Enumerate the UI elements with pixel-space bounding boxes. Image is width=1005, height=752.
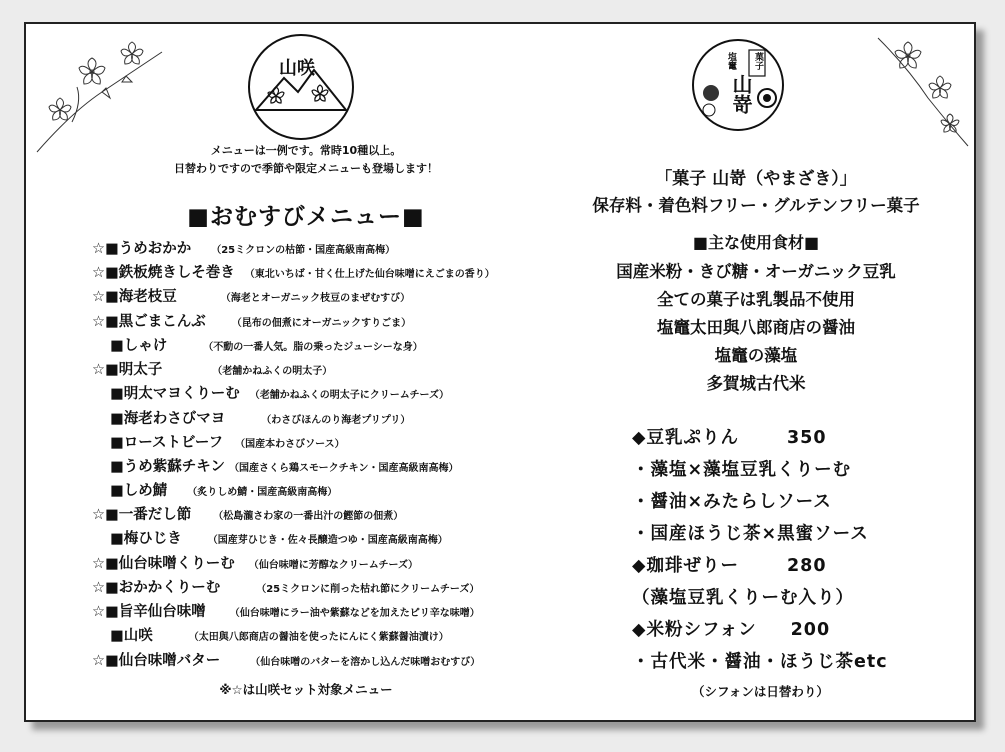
menu-item-name: ☆■仙台味噌バター <box>92 653 221 669</box>
menu-item <box>92 238 395 260</box>
chiffon-note: （シフォンは日替わり） <box>692 684 829 699</box>
notice-line-1: メニューは一例です。常時10種以上。 <box>210 144 402 157</box>
product-price: 200 <box>790 620 831 640</box>
menu-item <box>92 262 495 284</box>
ingredients-title: ■主な使用食材■ <box>692 233 820 252</box>
menu-item-desc: （東北いちば・甘く仕上げた仙台味噌にえごまの香り） <box>244 269 495 280</box>
menu-item-desc: （海老とオーガニック枝豆のまぜむすび） <box>220 293 411 304</box>
product-line: ◆珈琲ぜりー 280 <box>632 556 827 576</box>
menu-item <box>110 480 337 502</box>
menu-item <box>92 577 479 599</box>
onigiri-menu-title: ■おむすびメニュー■ <box>187 204 425 230</box>
menu-item <box>92 650 480 672</box>
ingredient-line: 国産米粉・きび糖・オーガニック豆乳 <box>616 262 896 281</box>
menu-item-name: ☆■うめおかか <box>92 241 192 257</box>
yamazaki-logo-main-text: 山嵜 <box>729 74 753 114</box>
product-line: （藻塩豆乳くりーむ入り） <box>632 588 854 608</box>
product-line: ◆米粉シフォン 200 <box>632 620 831 640</box>
menu-item-desc: （仙台味噌のバターを溶かし込んだ味噌おむすび） <box>250 657 481 668</box>
product-price: 350 <box>786 428 827 448</box>
menu-item <box>110 625 449 647</box>
ingredient-line: 全ての菓子は乳製品不使用 <box>657 290 855 309</box>
menu-item-name: ☆■海老枝豆 <box>92 289 177 305</box>
menu-item-desc: （昆布の佃煮にオーガニックすりごま） <box>231 318 412 329</box>
menu-item <box>110 383 449 405</box>
menu-item <box>92 311 411 333</box>
menu-item-desc: （老舗かねふくの明太子） <box>212 366 333 377</box>
menu-item-desc: （仙台味噌に芳醇なクリームチーズ） <box>248 560 419 571</box>
menu-item <box>92 359 332 381</box>
sansaki-logo-text: 山咲 <box>279 58 315 79</box>
ingredient-line: 多賀城古代米 <box>706 374 806 393</box>
menu-item-desc: （老舗かねふくの明太子にクリームチーズ） <box>249 390 450 401</box>
menu-item-name: ■山咲 <box>110 628 153 644</box>
menu-item <box>110 432 345 454</box>
yamazaki-logo-box-text: 菓子 <box>753 52 763 70</box>
menu-item-name: ■明太マヨくりーむ <box>110 386 240 402</box>
product-line: ・藻塩×藻塩豆乳くりーむ <box>632 460 852 480</box>
product-line: ・国産ほうじ茶×黒蜜ソース <box>632 524 869 544</box>
menu-item <box>110 456 459 478</box>
menu-item-name: ■しゃけ <box>110 338 168 354</box>
menu-item-name: ■梅ひじき <box>110 531 182 547</box>
menu-item-desc: （太田與八郎商店の醤油を使ったにんにく紫蘇醤油漬け） <box>188 632 449 643</box>
notice-line-2: 日替わりですので季節や限定メニューも登場します！ <box>174 162 438 175</box>
menu-item-desc: （国産さくら鶏スモークチキン・国産高級南高梅） <box>229 463 459 474</box>
menu-item-name: ■しめ鯖 <box>110 483 168 499</box>
menu-item-desc: （仙台味噌にラー油や紫蘇などを加えたピリ辛な味噌） <box>229 608 480 619</box>
yamazaki-logo-small-text: 塩竃 <box>726 52 736 70</box>
menu-card <box>24 22 976 722</box>
menu-item-name: ☆■鉄板焼きしそ巻き <box>92 265 235 281</box>
sansaki-logo <box>246 32 356 142</box>
menu-item <box>110 335 423 357</box>
menu-item-desc: （25ミクロンの枯節・国産高級南高梅） <box>211 245 396 256</box>
sweets-shop-subheading: 保存料・着色料フリー・グルテンフリー菓子 <box>592 196 920 215</box>
set-menu-note: ※☆は山咲セット対象メニュー <box>219 682 393 697</box>
menu-item <box>92 286 410 308</box>
menu-item <box>92 553 418 575</box>
menu-item-desc: （わさびほんのり海老プリプリ） <box>261 415 411 426</box>
menu-item-name: ☆■仙台味噌くりーむ <box>92 556 235 572</box>
cherry-blossom-illustration-right <box>868 28 972 148</box>
menu-item <box>92 601 480 623</box>
menu-item-desc: （不動の一番人気。脂の乗ったジューシーな身） <box>203 342 423 353</box>
menu-item-desc: （国産本わさびソース） <box>235 439 345 450</box>
menu-item-name: ☆■黒ごまこんぶ <box>92 314 206 330</box>
menu-item <box>110 528 448 550</box>
ingredient-line: 塩竈太田與八郎商店の醤油 <box>657 318 855 337</box>
menu-item <box>92 504 403 526</box>
menu-item-desc: （炙りしめ鯖・国産高級南高梅） <box>187 487 338 498</box>
ingredient-line: 塩竈の藻塩 <box>714 346 798 365</box>
menu-item-name: ☆■明太子 <box>92 362 163 378</box>
menu-item-name: ■ローストビーフ <box>110 435 224 451</box>
yamazaki-logo <box>691 38 785 132</box>
menu-item-name: ☆■おかかくりーむ <box>92 580 221 596</box>
product-line: ・醤油×みたらしソース <box>632 492 832 512</box>
menu-item-name: ☆■一番だし節 <box>92 507 192 523</box>
product-line: ・古代米・醤油・ほうじ茶etc <box>632 652 888 672</box>
menu-item <box>110 408 410 430</box>
menu-item-name: ■うめ紫蘇チキン <box>110 459 226 475</box>
menu-item-desc: （国産芽ひじき・佐々長醸造つゆ・国産高級南高梅） <box>207 535 448 546</box>
menu-item-desc: （松島瀧さわ家の一番出汁の鰹節の佃煮） <box>213 511 404 522</box>
menu-item-desc: （25ミクロンに削った枯れ節にクリームチーズ） <box>256 584 480 595</box>
product-line: ◆豆乳ぷりん 350 <box>632 428 827 448</box>
menu-item-name: ☆■旨辛仙台味噌 <box>92 604 206 620</box>
menu-item-name: ■海老わさびマヨ <box>110 411 226 427</box>
sweets-shop-heading: 「菓子 山嵜（やまざき）」 <box>655 169 857 189</box>
product-price: 280 <box>786 556 827 576</box>
